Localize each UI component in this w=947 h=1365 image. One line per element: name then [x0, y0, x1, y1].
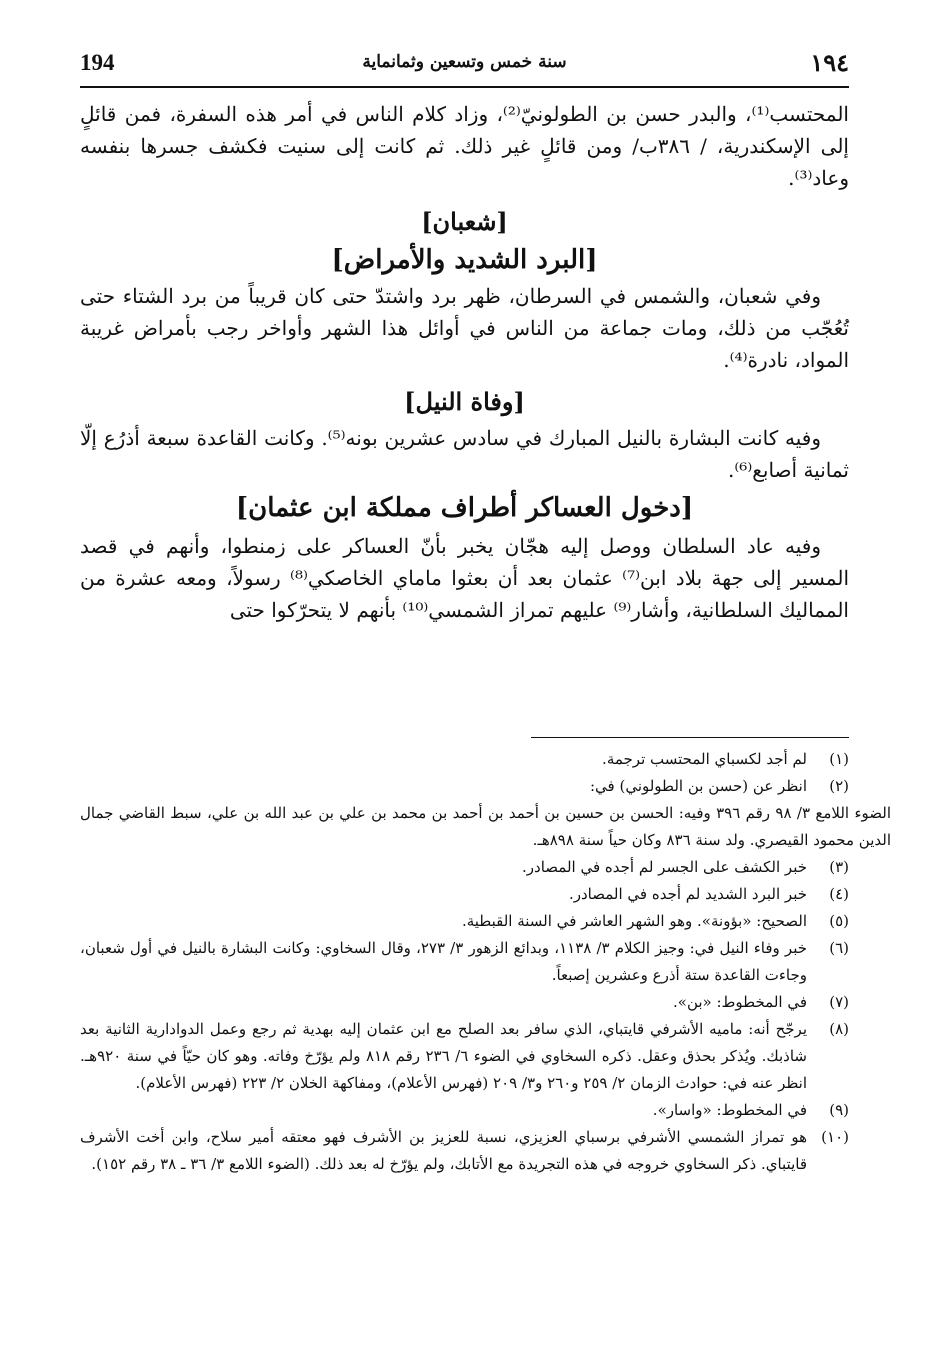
footnote-number: (٩): [829, 1101, 849, 1119]
footnote-item: [80, 935, 849, 989]
footnote-text: الصحيح: «بؤونة». وهو الشهر العاشر في السنة القبطية.: [461, 912, 807, 930]
section-paragraph-nile: وفيه كانت البشارة بالنيل المبارك في سادس عشرين بونه⁽⁵⁾. وكانت القاعدة سبعة أذرُع إلّا ثمانية أصابع⁽⁶⁾.: [80, 426, 849, 482]
page-header: [80, 48, 849, 84]
footnote-text: هو تمراز الشمسي الأشرفي برسباي العزيزي، نسبة للعزيز بن الأشرف فهو معتقه أمير سلاح، وابن أخت الأشرف قايتباي. ذكر السخاوي خروجه في هذه التجريدة مع الأتابك، ولم يؤرّخ له بعد ذلك. (الضوء اللامع ٣/ ٣٦ ـ ٣٨ رقم ١٥٢).: [80, 1128, 807, 1173]
footnote-text: يرجّح أنه: ماميه الأشرفي قايتباي، الذي سافر بعد الصلح مع ابن عثمان إليه بهدية ثم رجع وعمل الدوادارية الثانية بعد شاذبك. ويُذكر بحذق وعقل. ذكره السخاوي في الضوء ٦/ ٢٣٦ رقم ٨١٨ ولم يؤرّخ وفاته. وهو كان حيّاً في سنة ٩٢٠هـ. انظر عنه في: حوادث الزمان ٢/ ٢٥٩ و٢٦٠ و٣/ ٢٠٩ (فهرس الأعلام)، ومفاكهة الخلان ٢/ ٢٢٣ (فهرس الأعلام).: [80, 1020, 807, 1092]
footnote-number: (٥): [829, 912, 849, 930]
footnote-item: [80, 1097, 849, 1124]
section-heading-armies: [دخول العساكر أطراف مملكة ابن عثمان]: [235, 493, 694, 523]
footnote-text: في المخطوط: «واسار».: [652, 1101, 807, 1119]
footnote-item: [80, 854, 849, 881]
section-paragraph-armies: وفيه عاد السلطان ووصل إليه هجّان يخبر بأنّ العساكر على زمنطوا، وأنهم في قصد المسير إلى جهة بلاد ابن⁽⁷⁾ عثمان بعد أن بعثوا ماماي الخاصكي⁽⁸⁾ رسولاً، ومعه عشرة من المماليك السلطانية، وأشار⁽⁹⁾ عليهم تمراز الشمسي⁽¹⁰⁾ بأنهم لا يتحرّكوا حتى: [80, 534, 849, 622]
footnote-item: [80, 746, 849, 773]
footnote-number: (٨): [829, 1020, 849, 1038]
footnote-text: انظر عن (حسن بن الطولوني) في:: [589, 777, 807, 795]
footnote-text: خبر وفاء النيل في: وجيز الكلام ٣/ ١١٣٨، وبدائع الزهور ٣/ ٢٧٣، وقال السخاوي: وكانت البشارة بالنيل في أول شعبان، وجاءت القاعدة ستة أذرع وعشرين إصبعاً.: [80, 939, 807, 984]
footnotes: [80, 746, 891, 1178]
footnote-number: (٢): [829, 777, 849, 795]
footnote-number: (٤): [829, 885, 849, 903]
footnote-text: الضوء اللامع ٣/ ٩٨ رقم ٣٩٦ وفيه: الحسن بن حسين بن أحمد بن أحمد بن محمد بن علي بن عبد الله بن علي، سبط القاضي جمال الدين محمود القيصري. ولد سنة ٨٣٦ وكان حياً سنة ٨٩٨هـ.: [80, 804, 891, 849]
section-heading-cold: [البرد الشديد والأمراض]: [331, 245, 598, 275]
page-number-arabic: ١٩٤: [810, 48, 849, 77]
footnote-number: (٣): [829, 858, 849, 876]
footnote-text: في المخطوط: «بن».: [673, 993, 807, 1011]
footnote-text: لم أجد لكسباي المحتسب ترجمة.: [602, 750, 807, 768]
footnote-divider: [531, 737, 849, 738]
footnote-text: خبر البرد الشديد لم أجده في المصادر.: [568, 885, 807, 903]
footnote-number: (١): [829, 750, 849, 768]
section-paragraph-cold: وفي شعبان، والشمس في السرطان، ظهر برد واشتدّ حتى كان قريباً من برد الشتاء حتى تُعُجّب من ذلك، ومات جماعة من الناس في أوائل هذا الشهر وأواخر رجب بأمراض غريبة المواد، نادرة⁽⁴⁾.: [80, 284, 849, 372]
footnote-item: [80, 773, 849, 800]
footnote-number: (١٠): [821, 1128, 849, 1146]
footnote-number: (٦): [829, 939, 849, 957]
footnote-item: [80, 1016, 849, 1097]
page-number-latin: 194: [80, 50, 115, 75]
footnote-item: [80, 800, 891, 854]
footnote-number: (٧): [829, 993, 849, 1011]
footnote-text: خبر الكشف على الجسر لم أجده في المصادر.: [522, 858, 807, 876]
footnote-item: [80, 908, 849, 935]
header-divider: [80, 86, 849, 88]
footnote-item: [80, 1124, 849, 1178]
running-title: سنة خمس وتسعين وثمانماية: [362, 52, 567, 72]
intro-paragraph: المحتسب⁽¹⁾، والبدر حسن بن الطولونيّ⁽²⁾، وزاد كلام الناس في أمر هذه السفرة، فمن قائلٍ إلى الإسكندرية، / ٣٨٦ب/ ومن قائلٍ غير ذلك. ثم كانت إلى سنيت فكشف جسرها بنفسه وعاد⁽³⁾.: [80, 102, 849, 190]
main-text: [80, 98, 849, 626]
footnote-item: [80, 989, 849, 1016]
section-heading-nile: [وفاة النيل]: [404, 387, 525, 416]
month-heading: [شعبان]: [421, 207, 508, 236]
footnote-item: [80, 881, 849, 908]
